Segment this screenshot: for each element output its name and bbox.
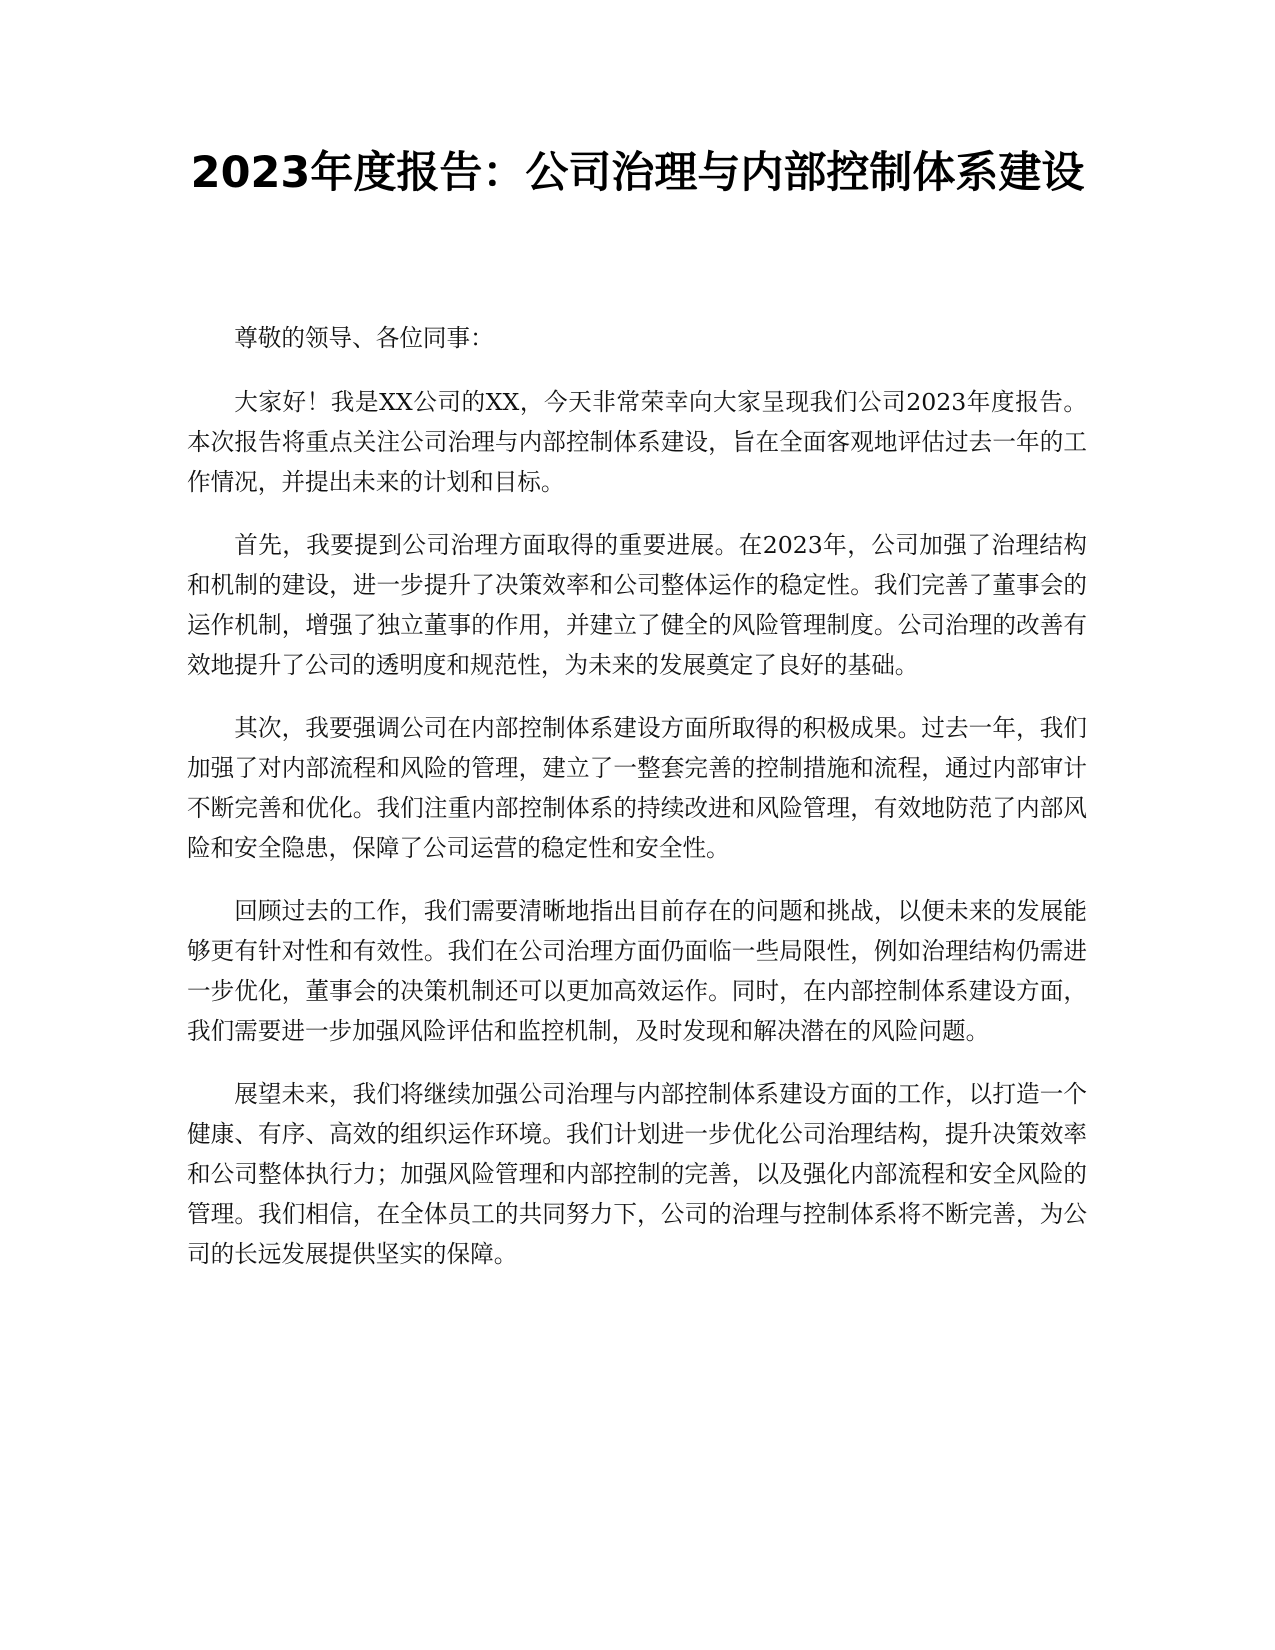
document-title: 2023年度报告：公司治理与内部控制体系建设 [190,148,1085,198]
paragraph-intro: 大家好！我是XX公司的XX，今天非常荣幸向大家呈现我们公司2023年度报告。本次报告将重点关注公司治理与内部控制体系建设，旨在全面客观地评估过去一年的工作情况，并提出未来的计划和目标。 [187,388,1087,496]
paragraph-internal-control: 其次，我要强调公司在内部控制体系建设方面所取得的积极成果。过去一年，我们加强了对内部流程和风险的管理，建立了一整套完善的控制措施和流程，通过内部审计不断完善和优化。我们注重内部控制体系的持续改进和风险管理，有效地防范了内部风险和安全隐患，保障了公司运营的稳定性和安全性。 [187,714,1087,862]
paragraph-governance-progress: 首先，我要提到公司治理方面取得的重要进展。在2023年，公司加强了治理结构和机制的建设，进一步提升了决策效率和公司整体运作的稳定性。我们完善了董事会的运作机制，增强了独立董事的作用，并建立了健全的风险管理制度。公司治理的改善有效地提升了公司的透明度和规范性，为未来的发展奠定了良好的基础。 [187,531,1087,679]
document-body [187,318,1087,1297]
salutation: 尊敬的领导、各位同事： [234,324,494,352]
paragraph-review-challenges: 回顾过去的工作，我们需要清晰地指出目前存在的问题和挑战，以便未来的发展能够更有针对性和有效性。我们在公司治理方面仍面临一些局限性，例如治理结构仍需进一步优化，董事会的决策机制还可以更加高效运作。同时，在内部控制体系建设方面，我们需要进一步加强风险评估和监控机制，及时发现和解决潜在的风险问题。 [187,897,1087,1045]
paragraph-outlook: 展望未来，我们将继续加强公司治理与内部控制体系建设方面的工作，以打造一个健康、有序、高效的组织运作环境。我们计划进一步优化公司治理结构，提升决策效率和公司整体执行力；加强风险管理和内部控制的完善，以及强化内部流程和安全风险的管理。我们相信，在全体员工的共同努力下，公司的治理与控制体系将不断完善，为公司的长远发展提供坚实的保障。 [187,1080,1087,1268]
